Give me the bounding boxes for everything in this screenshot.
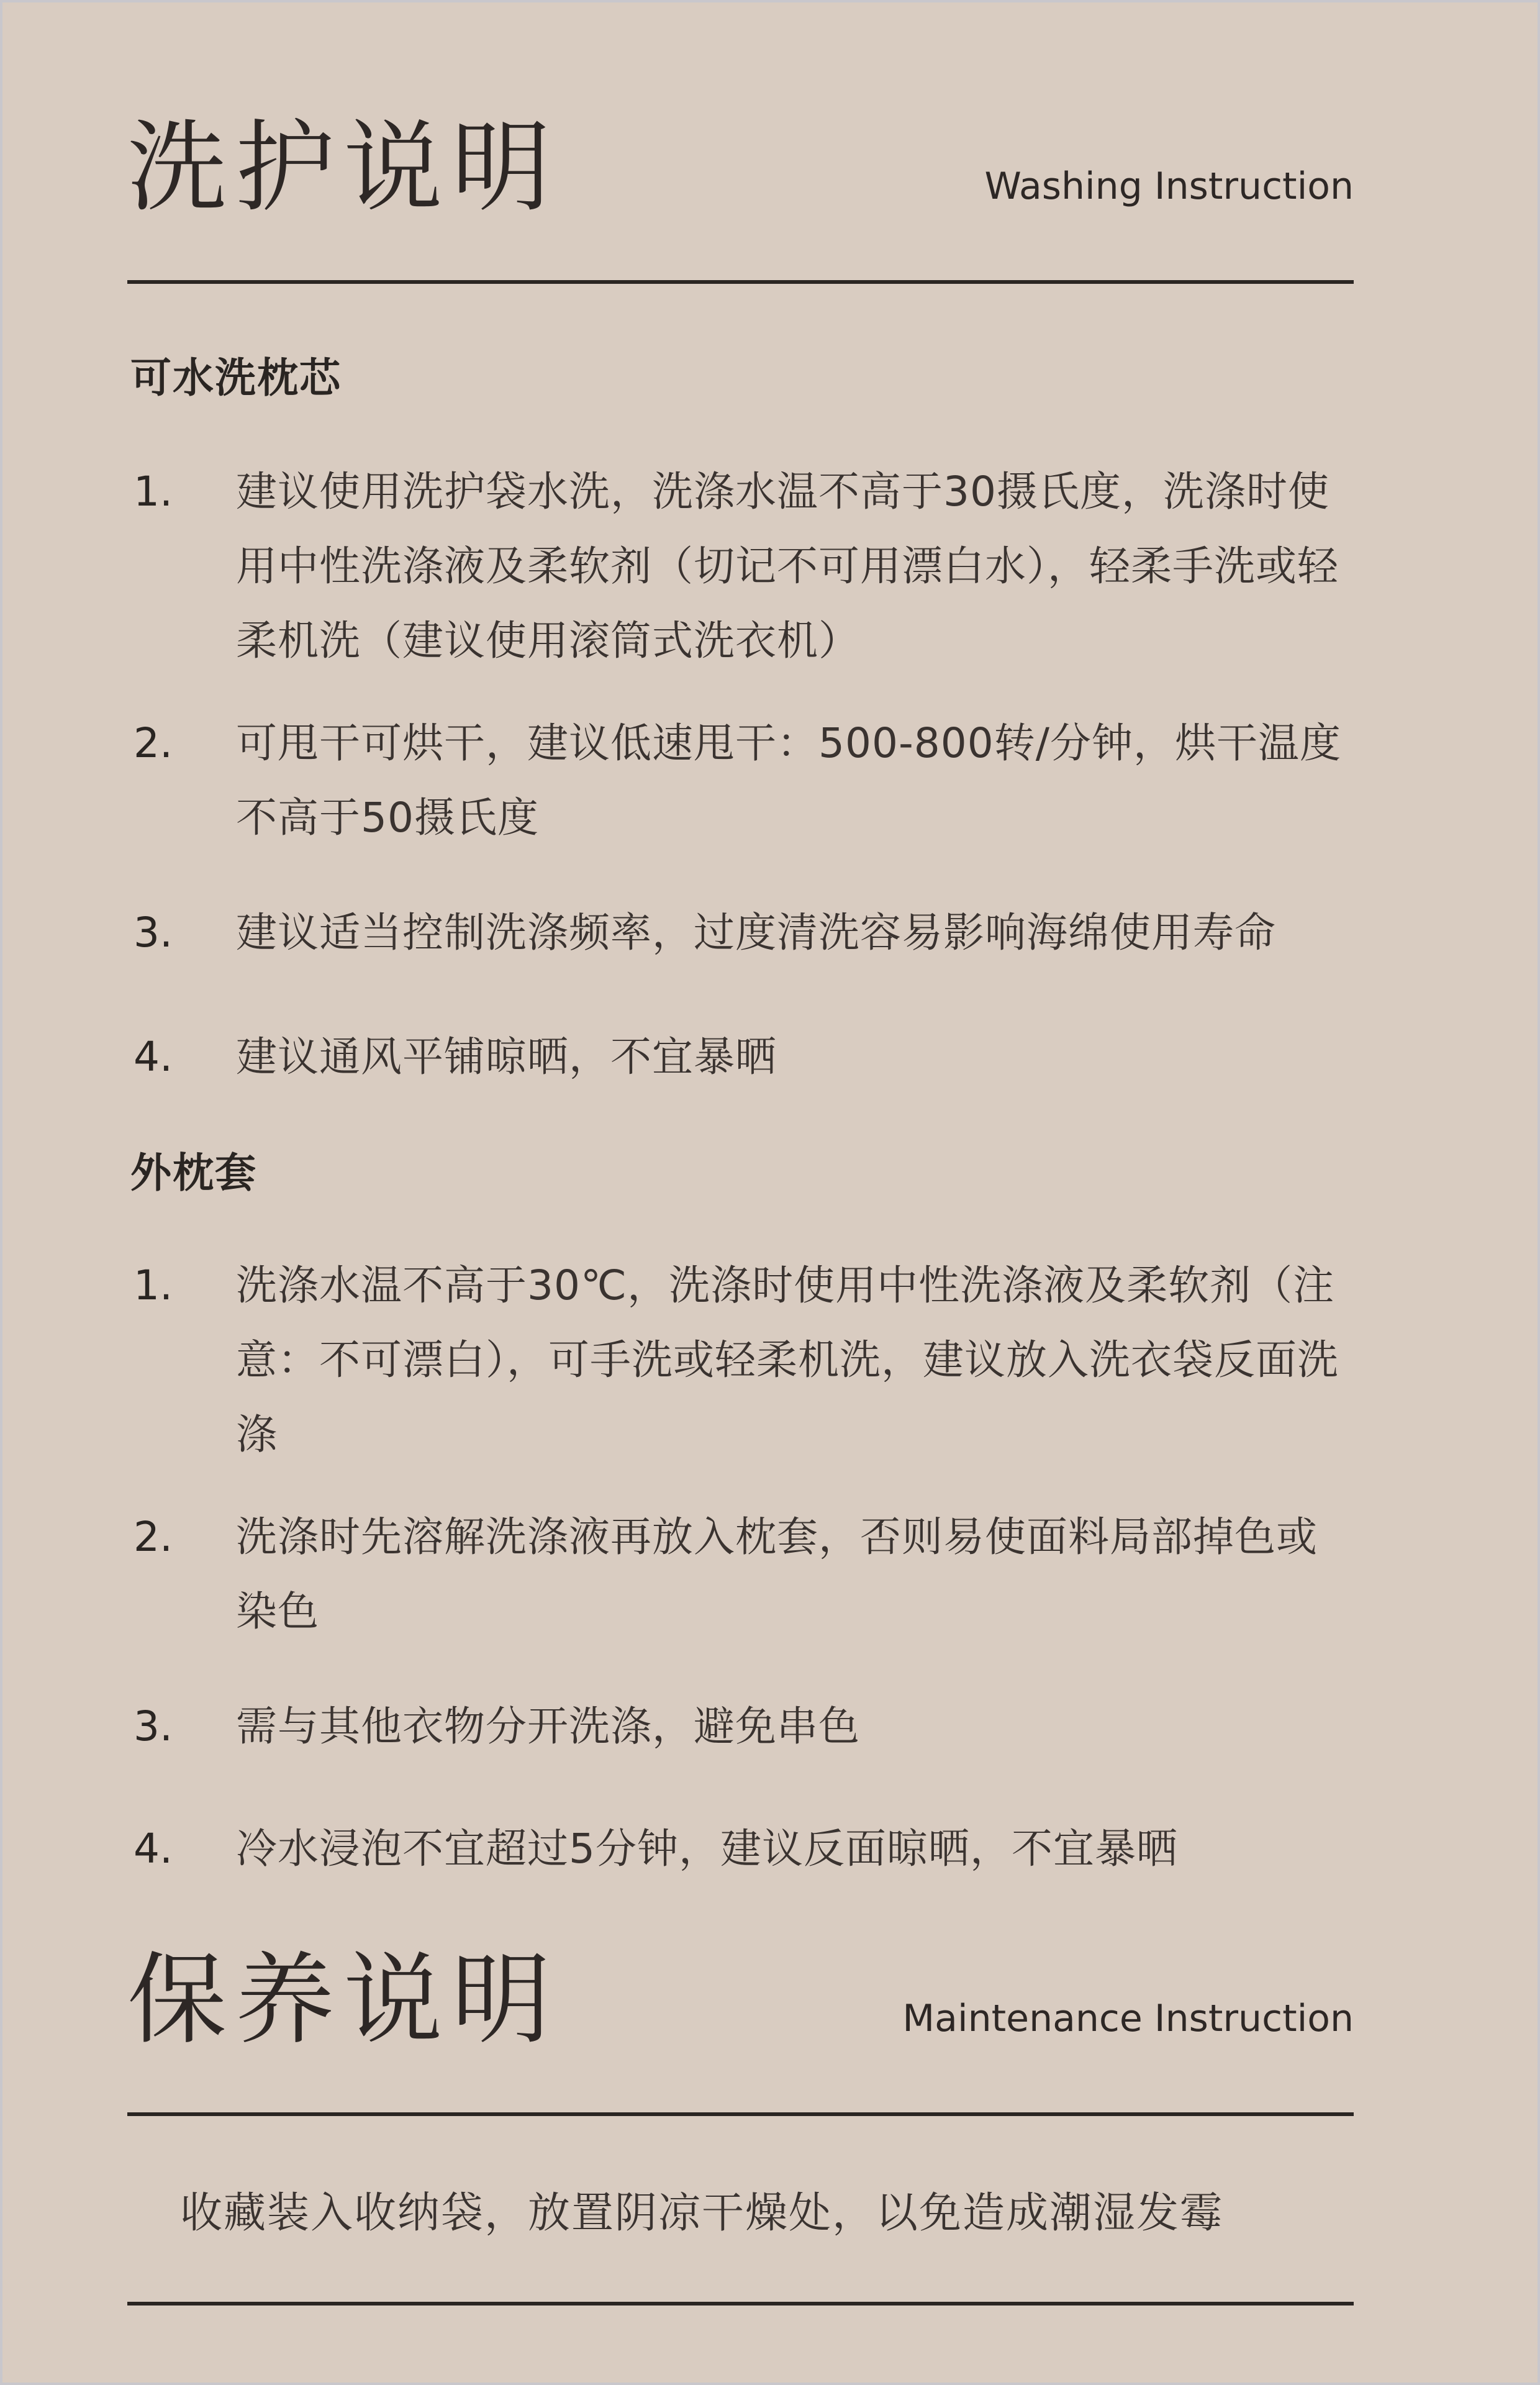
washing-divider bbox=[127, 280, 1354, 284]
cover-item-2 bbox=[134, 1511, 1354, 1649]
maintenance-text: 收藏装入收纳袋，放置阴凉干燥处，以免造成潮湿发霉 bbox=[180, 2189, 1224, 2238]
maintenance-subtitle: Maintenance Instruction bbox=[902, 1997, 1354, 2040]
bottom-divider bbox=[127, 2302, 1354, 2306]
cover-item-number: 3. bbox=[134, 1702, 173, 1750]
maintenance-header bbox=[127, 1942, 1354, 2058]
core-item-4 bbox=[134, 1031, 1354, 1094]
cover-item-1 bbox=[134, 1260, 1354, 1472]
core-item-text: 建议适当控制洗涤频率，过度清洗容易影响海绵使用寿命 bbox=[236, 909, 1276, 956]
core-item-text: 建议使用洗护袋水洗，洗涤水温不高于30摄氏度，洗涤时使用中性洗涤液及柔软剂（切记不可用漂白水），轻柔手洗或轻柔机洗（建议使用滚筒式洗衣机） bbox=[236, 468, 1339, 665]
core-item-number: 1. bbox=[134, 468, 173, 516]
cover-item-number: 2. bbox=[134, 1513, 173, 1561]
washing-title: 洗护说明 bbox=[127, 109, 560, 225]
washing-header bbox=[127, 109, 1354, 225]
cover-item-number: 1. bbox=[134, 1261, 173, 1309]
cover-item-text: 洗涤时先溶解洗涤液再放入枕套，否则易使面料局部掉色或染色 bbox=[236, 1513, 1318, 1635]
maintenance-title: 保养说明 bbox=[127, 1942, 560, 2058]
core-item-number: 3. bbox=[134, 909, 173, 956]
cover-item-number: 4. bbox=[134, 1825, 173, 1873]
core-heading: 可水洗枕芯 bbox=[130, 354, 342, 402]
cover-item-text: 需与其他衣物分开洗涤，避免串色 bbox=[236, 1702, 860, 1750]
cover-item-4 bbox=[134, 1823, 1354, 1886]
cover-item-text: 冷水浸泡不宜超过5分钟，建议反面晾晒，不宜暴晒 bbox=[236, 1825, 1178, 1873]
maintenance-divider bbox=[127, 2112, 1354, 2116]
core-item-1 bbox=[134, 466, 1354, 678]
cover-heading: 外枕套 bbox=[130, 1149, 257, 1197]
cover-item-3 bbox=[134, 1701, 1354, 1764]
core-item-3 bbox=[134, 907, 1354, 970]
core-item-2 bbox=[134, 717, 1354, 855]
core-item-number: 2. bbox=[134, 719, 173, 767]
washing-subtitle: Washing Instruction bbox=[984, 165, 1354, 208]
cover-item-text: 洗涤水温不高于30℃，洗涤时使用中性洗涤液及柔软剂（注意：不可漂白），可手洗或轻柔机洗，建议放入洗衣袋反面洗涤 bbox=[236, 1261, 1339, 1458]
core-item-text: 建议通风平铺晾晒，不宜暴晒 bbox=[236, 1033, 777, 1081]
core-item-number: 4. bbox=[134, 1033, 173, 1081]
core-item-text: 可甩干可烘干，建议低速甩干：500-800转/分钟，烘干温度不高于50摄氏度 bbox=[236, 719, 1341, 842]
